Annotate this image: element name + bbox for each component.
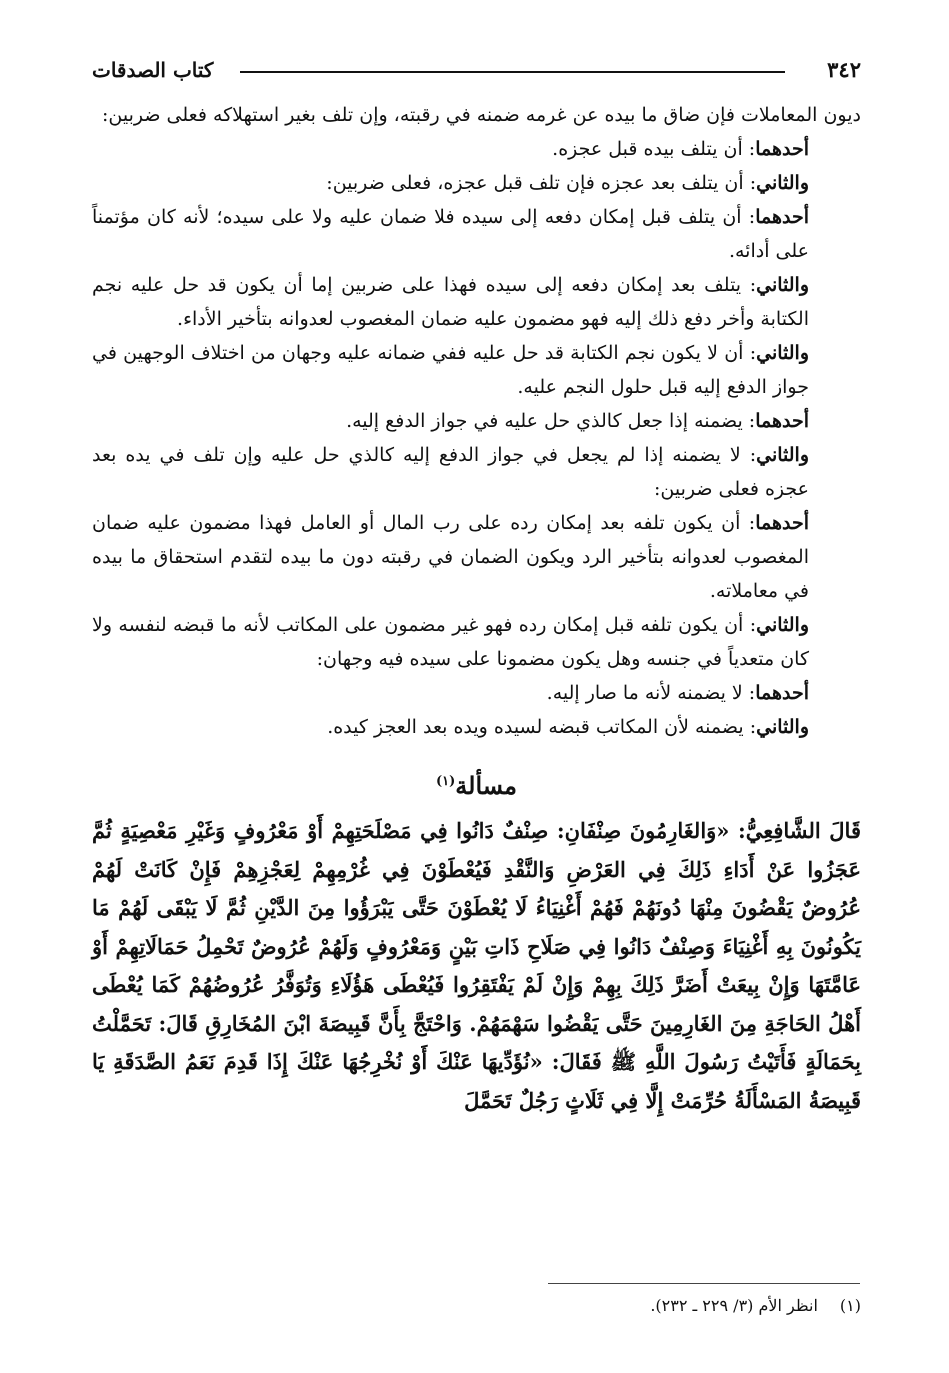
paragraph-lead: والثاني <box>756 274 809 296</box>
paragraph <box>92 506 861 608</box>
paragraph-text: : لا يضمنه لأنه ما صار إليه. <box>546 682 756 704</box>
paragraph <box>92 608 861 676</box>
shafii-quote: قَالَ الشَّافِعِيُّ: «وَالغَارِمُونَ صِنْفَانِ: صِنْفٌ دَانُوا فِي مَصْلَحَتِهِمْ أَوْ مَعْرُوفٍ وَغَيْرِ مَعْصِيَةٍ ثُمَّ عَجَزُوا عَنْ أَدَاءِ ذَلِكَ فِي العَرْضِ وَالنَّقْدِ فَيُعْطَوْنَ فِي غُرْمِهِمْ لِعَجْزِهِمْ فَإِنْ كَانَتْ لَهُمْ عُرُوضٌ يَقْضُونَ مِنْهَا دُونَهُمْ فَهُمْ أَغْنِيَاءُ لَا يُعْطَوْنَ حَتَّى يَبْرَؤُوا مِنَ الدَّيْنِ ثُمَّ لَا يَبْقَى لَهُمْ مَا يَكُونُونَ بِهِ أَغْنِيَاءَ وَصِنْفٌ دَانُوا فِي صَلَاحِ ذَاتِ بَيْنٍ وَمَعْرُوفٍ وَلَهُمْ عُرُوضٌ تَحْمِلُ حَمَالَاتِهِمْ أَوْ عَامَّتَهَا وَإِنْ بِيعَتْ أَضَرَّ ذَلِكَ بِهِمْ وَإِنْ لَمْ يَفْتَقِرُوا فَيُعْطَى هَؤُلَاءِ وَتُوَفَّرُ عُرُوضُهُمْ كَمَا يُعْطَى أَهْلُ الحَاجَةِ مِنَ الغَارِمِينَ حَتَّى يَقْضُوا سَهْمَهُمْ. وَاحْتَجَّ بِأَنَّ قَبِيصَةَ ابْنَ المُخَارِقِ قَالَ: تَحَمَّلْتُ بِحَمَالَةٍ فَأَتَيْتُ رَسُولَ اللَّهِ ﷺ فَقَالَ: «نُؤَدِّيهَا عَنْكَ أَوْ نُخْرِجُهَا عَنْكَ إِذَا قَدِمَ نَعَمُ الصَّدَقَةِ يَا قَبِيصَةُ المَسْأَلَةُ حُرِّمَتْ إِلَّا فِي ثَلَاثٍ رَجُلٌ تَحَمَّلَ <box>92 818 861 1113</box>
paragraph-lead: والثاني <box>756 342 809 364</box>
main-text <box>92 98 861 1120</box>
paragraph-text: : يضمنه إذا جعل كالذي حل عليه في جواز الدفع إليه. <box>346 410 756 432</box>
footnote-rule <box>548 1283 860 1284</box>
paragraph <box>92 404 861 438</box>
paragraph-text: : لا يضمنه إذا لم يجعل في جواز الدفع إليه كالذي حل عليه وإن تلف في يده بعد عجزه فعلى ضربين: <box>92 444 809 500</box>
footnote-text: انظر الأم (٣/ ٢٢٩ ـ ٢٣٢). <box>650 1296 818 1315</box>
paragraph-lead: والثاني <box>756 614 809 636</box>
footnote <box>92 1294 861 1318</box>
paragraph-text: : أن يكون تلفه بعد إمكان رده على رب المال أو العامل فهذا مضمون عليه ضمان المغصوب لعدوانه بتأخير الرد ويكون الضمان في رقبته دون ما بيده لتقدم استحقاق ما بيده في معاملاته. <box>92 512 809 602</box>
paragraph <box>92 676 861 710</box>
paragraph-text: : أن لا يكون نجم الكتابة قد حل عليه ففي ضمانه عليه وجهان من اختلاف الوجهين في جواز الدفع إليه قبل حلول النجم عليه. <box>92 342 809 398</box>
paragraph-text: : يضمنه لأن المكاتب قبضه لسيده ويده بعد العجز كيده. <box>327 716 757 738</box>
paragraph-text: : أن يتلف بيده قبل عجزه. <box>552 138 756 160</box>
paragraph-lead: والثاني <box>756 716 809 738</box>
book-title: كتاب الصدقات <box>92 58 214 82</box>
paragraph <box>92 438 861 506</box>
footnote-marker: (١) <box>839 1296 861 1315</box>
running-header <box>92 54 861 90</box>
paragraph-text: ديون المعاملات فإن ضاق ما بيده عن غرمه ضمنه في رقبته، وإن تلف بغير استهلاكه فعلى ضربين: <box>101 104 861 126</box>
paragraph-text: : أن يتلف بعد عجزه فإن تلف قبل عجزه، فعلى ضربين: <box>326 172 757 194</box>
paragraph-lead: أحدهما <box>755 682 809 704</box>
paragraph <box>92 268 861 336</box>
paragraph-lead: أحدهما <box>755 138 809 160</box>
section-heading <box>92 764 861 804</box>
paragraph-text: : يتلف بعد إمكان دفعه إلى سيده فهذا على ضربين إما أن يكون قد حل عليه نجم الكتابة وأخر دفع ذلك إليه فهو مضمون عليه ضمان المغصوب لعدوانه بتأخير الأداء. <box>92 274 809 330</box>
paragraph <box>92 132 861 166</box>
page-number: ٣٤٢ <box>827 57 861 82</box>
section-title: مسألة <box>455 771 518 800</box>
paragraph-lead: أحدهما <box>755 512 809 534</box>
paragraph-lead: أحدهما <box>755 206 809 228</box>
paragraph <box>92 166 861 200</box>
paragraph <box>92 710 861 744</box>
paragraph-text: : أن يكون تلفه قبل إمكان رده فهو غير مضمون على المكاتب لأنه ما قبضه لنفسه ولا كان متعدياً في جنسه وهل يكون مضمونا على سيده فيه وجهان: <box>92 614 809 670</box>
paragraph <box>92 98 861 132</box>
paragraph <box>92 336 861 404</box>
paragraph-text: : أن يتلف قبل إمكان دفعه إلى سيده فلا ضمان عليه ولا على سيده؛ لأنه كان مؤتمناً على أدائه. <box>92 206 809 262</box>
header-rule <box>240 71 785 73</box>
paragraph-lead: أحدهما <box>755 410 809 432</box>
paragraph <box>92 200 861 268</box>
paragraph-lead: والثاني <box>756 172 809 194</box>
footnote-reference: (١) <box>435 774 456 789</box>
paragraph-lead: والثاني <box>756 444 809 466</box>
